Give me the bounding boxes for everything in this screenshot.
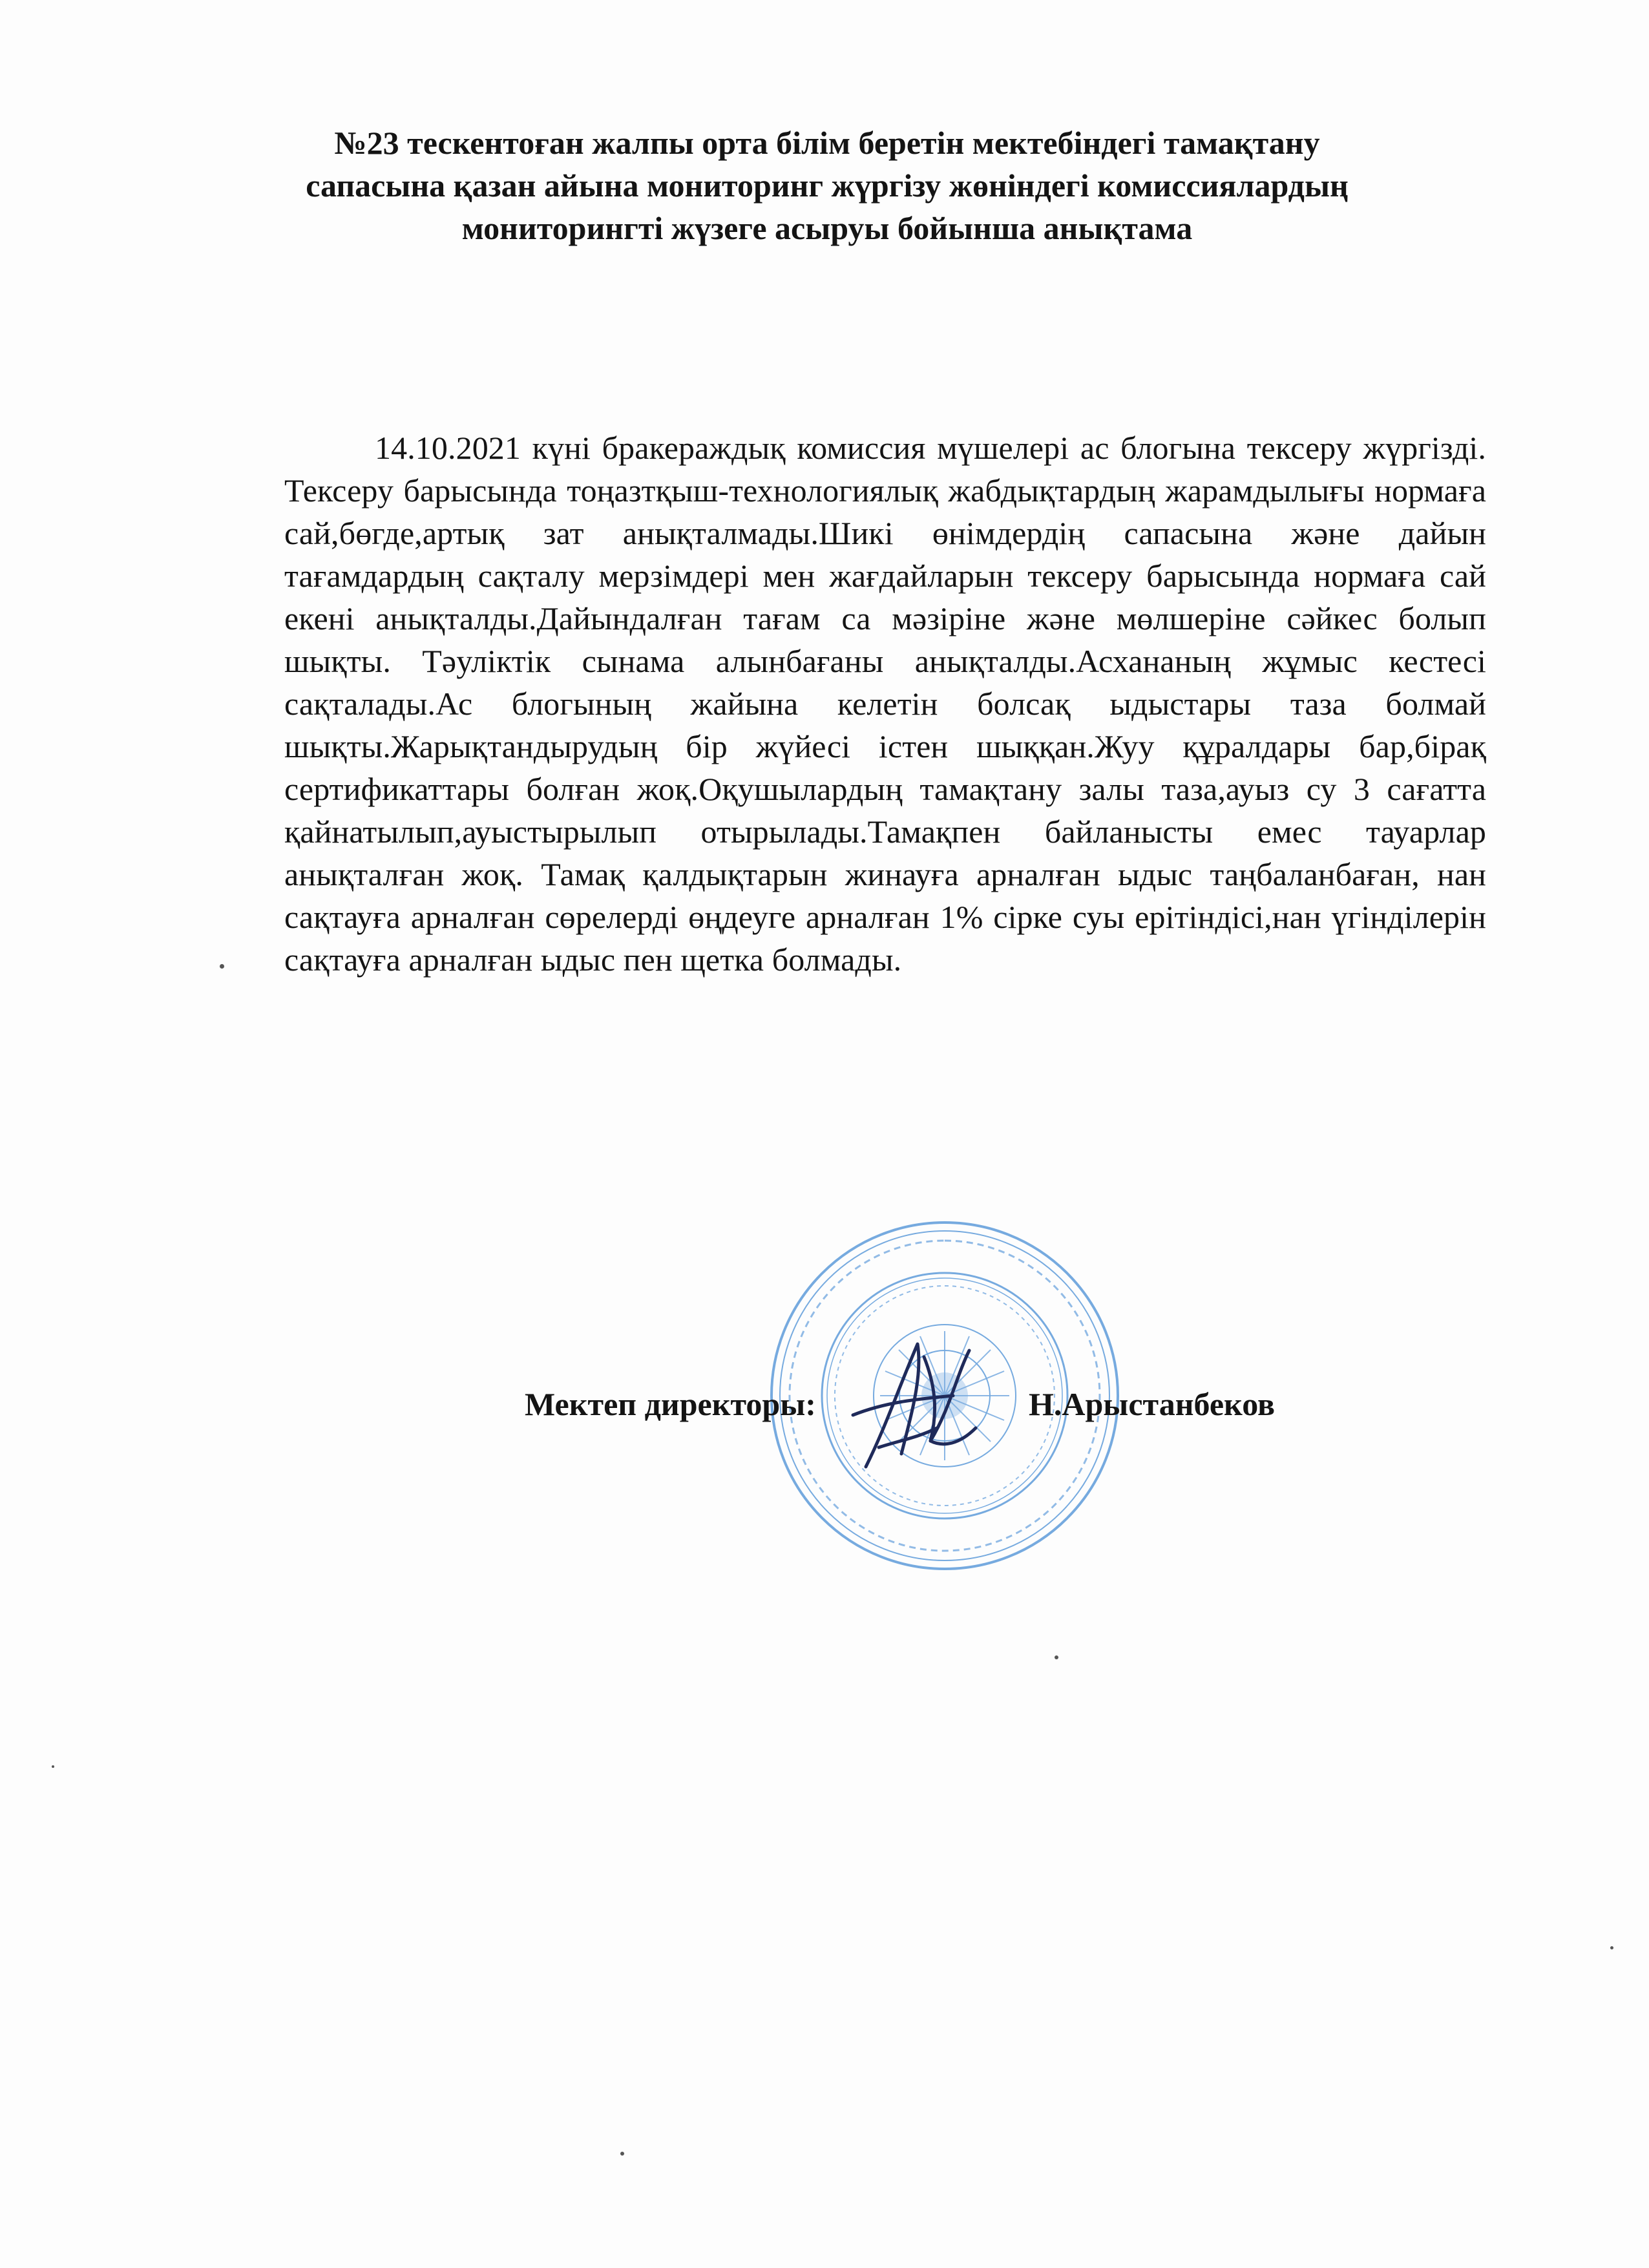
- scan-speck: [52, 1765, 54, 1768]
- signatory-name: Н.Арыстанбеков: [1029, 1386, 1275, 1422]
- scan-speck: [1610, 1946, 1613, 1949]
- document-title: [284, 121, 1370, 249]
- scan-speck: [1055, 1655, 1058, 1659]
- title-line-1: №23 тескентоған жалпы орта білім беретін мектебіндегі тамақтану: [334, 125, 1320, 161]
- document-body: 14.10.2021 күні бракераждық комиссия мүшелері ас блогына тексеру жүргізді. Тексеру барысында тоңазтқыш-технологиялық жабдықтардың жарамдылығы нормаға сай,бөгде,артық зат анықталмады.Шикі өнімдердің сапасына және дайын тағамдардың сақталу мерзімдері мен жағдайларын тексеру барысында нормаға сай екені анықталды.Дайындалған тағам са мәзіріне және мөлшеріне сәйкес болып шықты. Тәуліктік сынама алынбағаны анықталды.Асхананың жұмыс кестесі сақталады.Ас блогының жайына келетін болсақ ыдыстары таза болмай шықты.Жарықтандырудың бір жүйесі істен шыққан.Жуу құралдары бар,бірақ сертификаттары болған жоқ.Оқушылардың тамақтану залы таза,ауыз су 3 сағатта қайнатылып,ауыстырылып отырылады.Тамақпен байланысты емес тауарлар анықталған жоқ. Тамақ қалдықтарын жинауға арналған ыдыс таңбаланбаған, нан сақтауға арналған сөрелерді өңдеуге арналған 1% сірке суы ерітіндісі,нан үгінділерін сақтауға арналған ыдыс пен щетка болмады.: [284, 430, 1486, 978]
- title-line-2: сапасына қазан айына мониторинг жүргізу жөніндегі комиссиялардың: [306, 167, 1349, 204]
- title-line-3: мониторингті жүзеге асыруы бойынша анықтама: [461, 210, 1193, 246]
- scan-speck: [220, 964, 224, 969]
- signature-label: Мектеп директоры:: [525, 1386, 816, 1422]
- scan-speck: [620, 2152, 624, 2156]
- signature-block: [525, 1370, 1365, 1434]
